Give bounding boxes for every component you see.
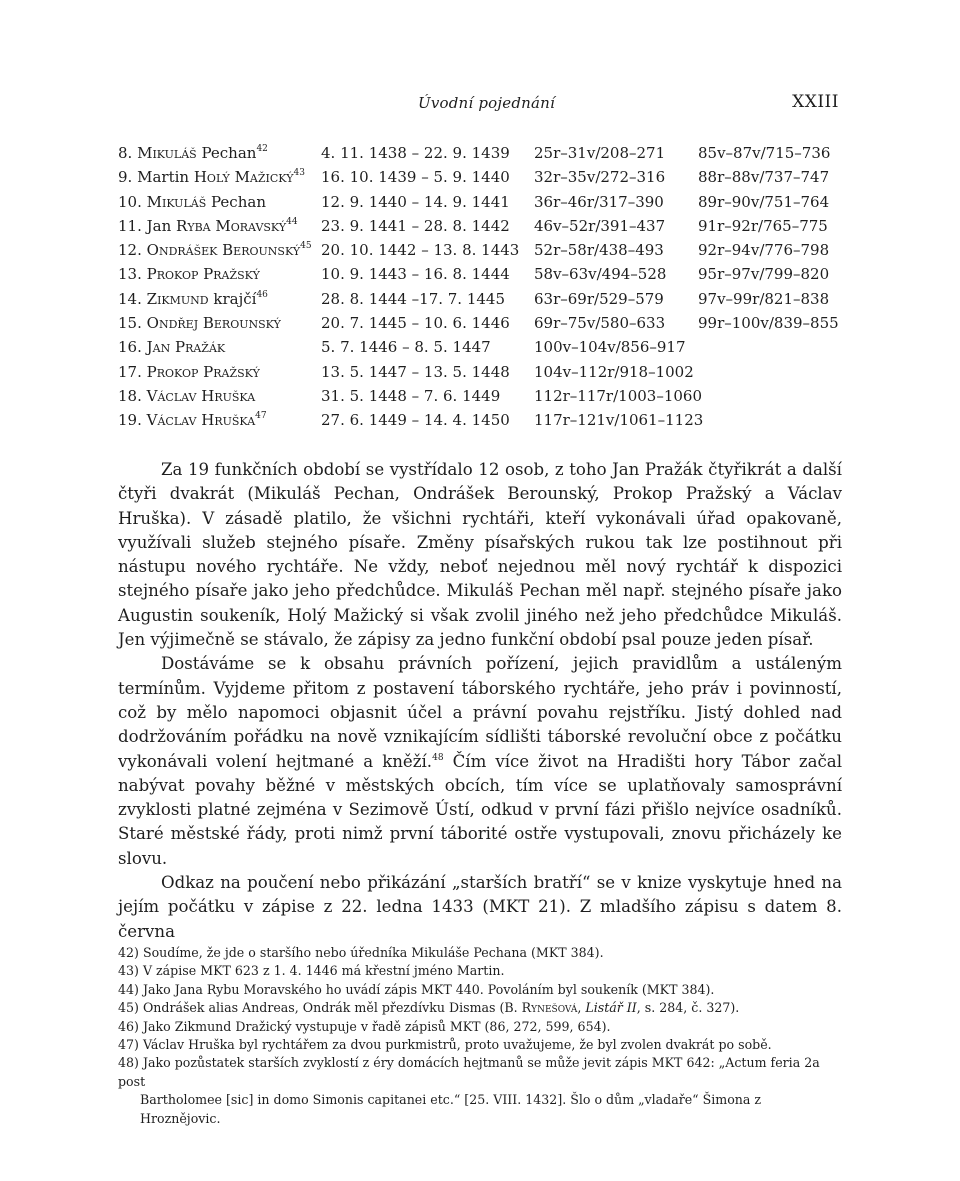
- term-dates: 23. 9. 1441 – 28. 8. 1442: [321, 216, 510, 235]
- folio-range-2: 95r–97v/799–820: [698, 265, 830, 284]
- table-row: [118, 411, 848, 435]
- table-row: [118, 217, 848, 241]
- folio-range-2: 89r–90v/751–764: [698, 192, 830, 211]
- row-number: 9.: [118, 168, 133, 187]
- term-dates: 10. 9. 1443 – 16. 8. 1444: [321, 265, 510, 284]
- footnote: 44) Jako Jana Rybu Moravského ho uvádí zápis MKT 440. Povoláním byl soukeník (MKT 384).: [118, 981, 715, 997]
- folio-range-2: 88r–88v/737–747: [698, 168, 830, 187]
- term-dates: 20. 10. 1442 – 13. 8. 1443: [321, 241, 520, 260]
- row-name: [118, 387, 255, 405]
- table-row: [118, 363, 848, 387]
- footnotes: [118, 944, 842, 1128]
- page-number: XXIII: [792, 92, 839, 112]
- row-name: [118, 411, 267, 429]
- table-row: [118, 314, 848, 338]
- folio-range-1: 46v–52r/391–437: [534, 216, 666, 235]
- folio-range-1: 63r–69r/529–579: [534, 289, 664, 308]
- first-name: Jan: [146, 216, 172, 235]
- surname: Václav Hruška: [146, 386, 256, 405]
- footnote: [118, 999, 842, 1017]
- row-number: 10.: [118, 192, 142, 211]
- author-name: Rynešová: [521, 1000, 578, 1016]
- surname: Ondřej Berounský: [146, 314, 281, 333]
- surname: Pechan: [201, 144, 257, 162]
- row-name: [118, 290, 268, 308]
- folio-range-1: 58v–63v/494–528: [534, 265, 667, 284]
- surname: Holý Mažický: [193, 168, 294, 187]
- footnote-text: 45) Ondrášek alias Andreas, Ondrák měl přezdívku Dismas (B.: [118, 1000, 522, 1016]
- footnote-text: ,: [577, 1000, 586, 1016]
- folio-range-1: 36r–46r/317–390: [534, 192, 664, 211]
- term-dates: 4. 11. 1438 – 22. 9. 1439: [321, 144, 510, 162]
- footnote: 46) Jako Zikmund Dražický vystupuje v řadě zápisů MKT (86, 272, 599, 654).: [118, 1018, 611, 1034]
- footnote-ref: 43: [293, 168, 305, 179]
- surname: Václav Hruška: [146, 411, 256, 430]
- row-number: 13.: [118, 265, 142, 284]
- row-name: [118, 314, 281, 332]
- row-number: 19.: [118, 411, 142, 430]
- footnote: 48) Jako pozůstatek starších zvyklostí z éry domácích hejtmanů se může jevit zápis MKT 642: „Actum feria 2a post: [118, 1055, 820, 1089]
- table-row: [118, 265, 848, 289]
- footnote: 42) Soudíme, že jde o staršího nebo úředníka Mikuláše Pechana (MKT 384).: [118, 945, 604, 960]
- folio-range-1: 112r–117r/1003–1060: [534, 386, 703, 405]
- folio-range-1: 32r–35v/272–316: [534, 168, 666, 187]
- running-title: Úvodní pojednání: [418, 94, 555, 112]
- footnote-ref: 44: [286, 216, 298, 227]
- table-row: [118, 168, 848, 192]
- folio-range-2: 97v–99r/821–838: [698, 289, 830, 308]
- footnote-ref: 45: [300, 241, 312, 252]
- term-dates: 20. 7. 1445 – 10. 6. 1446: [321, 314, 510, 333]
- table-row: [118, 144, 848, 168]
- body-text: [118, 458, 842, 944]
- row-number: 12.: [118, 241, 142, 260]
- row-name: [118, 363, 260, 381]
- row-name: [118, 338, 225, 356]
- table-row: [118, 290, 848, 314]
- surname-part: Zikmund: [146, 289, 209, 308]
- paragraph: [118, 652, 842, 871]
- surname: Pechan: [211, 192, 266, 211]
- row-number: 14.: [118, 289, 142, 308]
- term-dates: 27. 6. 1449 – 14. 4. 1450: [321, 411, 510, 430]
- paragraph: Odkaz na poučení nebo přikázání „starších bratří“ se v knize vyskytuje hned na jejím počátku v zápise z 22. ledna 1433 (MKT 21). Z mladšího zápisu s datem 8. června: [118, 873, 842, 941]
- footnote: 43) V zápise MKT 623 z 1. 4. 1446 má křestní jméno Martin.: [118, 963, 505, 979]
- term-dates: 5. 7. 1446 – 8. 5. 1447: [321, 338, 491, 357]
- surname: Zikmund krajčí: [146, 289, 257, 308]
- footnote-text: , s. 284, č. 327).: [636, 1000, 740, 1016]
- term-dates: 13. 5. 1447 – 13. 5. 1448: [321, 362, 510, 381]
- term-dates: 12. 9. 1440 – 14. 9. 1441: [321, 192, 510, 211]
- paragraph-text: Čím více život na Hradišti hory Tábor začal nabývat povahy běžné v městských obcích, tím více se uplatňovaly samosprávní zvyklosti platné zejména v Sezimově Ústí, odkud v první fázi přišlo nejvíce osadníků. Staré městské řády, proti nimž první táborité ostře vystupovali, znovu přicházely ke slovu.: [118, 751, 842, 868]
- surname: Ondrášek Berounský: [146, 241, 301, 260]
- footnote-ref: 42: [256, 144, 268, 154]
- folio-range-1: 117r–121v/1061–1123: [534, 411, 704, 430]
- row-name: [118, 265, 260, 283]
- row-number: 16.: [118, 338, 142, 357]
- footnote-ref: 48: [432, 752, 444, 763]
- row-number: 15.: [118, 314, 142, 333]
- folio-range-1: 69r–75v/580–633: [534, 314, 666, 333]
- folio-range-2: 85v–87v/715–736: [698, 144, 831, 162]
- folio-range-2: 91r–92r/765–775: [698, 216, 828, 235]
- row-name: [118, 144, 268, 162]
- first-name: Mikuláš: [146, 192, 207, 211]
- surname: Jan Pražák: [146, 338, 226, 357]
- footnote-continuation: Bartholomee [sic] in domo Simonis capitanei etc.“ [25. VIII. 1432]. Šlo o dům „vladaře“ Šimona z Hroznějovic.: [140, 1092, 762, 1126]
- term-dates: 16. 10. 1439 – 5. 9. 1440: [321, 168, 510, 187]
- folio-range-1: 52r–58r/438–493: [534, 241, 664, 260]
- rychtari-table: [118, 144, 848, 436]
- table-row: [118, 387, 848, 411]
- work-title: Listář II: [585, 1000, 637, 1016]
- row-number: 8.: [118, 144, 133, 162]
- row-name: [118, 193, 266, 211]
- row-name: [118, 241, 312, 259]
- table-row: [118, 338, 848, 362]
- footnote: 47) Václav Hruška byl rychtářem za dvou purkmistrů, proto uvažujeme, že byl zvolen dvakrát po sobě.: [118, 1037, 772, 1053]
- surname: Prokop Pražský: [146, 265, 260, 284]
- folio-range-2: 92r–94v/776–798: [698, 241, 830, 260]
- first-name: Mikuláš: [137, 144, 197, 162]
- footnote-ref: 46: [256, 289, 268, 300]
- folio-range-1: 25r–31v/208–271: [534, 144, 666, 162]
- first-name: Martin: [137, 168, 190, 187]
- folio-range-2: 99r–100v/839–855: [698, 314, 839, 333]
- surname: Ryba Moravský: [176, 216, 287, 235]
- table-row: [118, 193, 848, 217]
- row-number: 11.: [118, 216, 142, 235]
- footnote-ref: 47: [255, 411, 267, 422]
- paragraph-text: Dostáváme se k obsahu právních pořízení, jejich pravidlům a ustáleným termínům. Vyjdeme přitom z postavení táborského rychtáře, jeho práv i povinností, což by mělo napomoci objasnit účel a právní povahu rejstříku. Jistý dohled nad dodržováním pořádku na nově vznikajícím sídlišti táborské revoluční obce z počátku vykonávali volení hejtmané a kněží.: [118, 654, 842, 771]
- term-dates: 31. 5. 1448 – 7. 6. 1449: [321, 386, 501, 405]
- row-number: 17.: [118, 362, 142, 381]
- table-row: [118, 241, 848, 265]
- row-name: [118, 217, 298, 235]
- term-dates: 28. 8. 1444 –17. 7. 1445: [321, 289, 506, 308]
- folio-range-1: 104v–112r/918–1002: [534, 362, 694, 381]
- paragraph: Za 19 funkčních období se vystřídalo 12 osob, z toho Jan Pražák čtyřikrát a další čtyři dvakrát (Mikuláš Pechan, Ondrášek Berounský, Prokop Pražský a Václav Hruška). V zásadě platilo, že všichni rychtáři, kteří vykonávali úřad opakovaně, využívali služeb stejného písaře. Změny písařských rukou tak lze postihnout při nástupu nového rychtáře. Ne vždy, neboť nejednou měl nový rychtář k dispozici stejného písaře jako jeho předchůdce. Mikuláš Pechan měl např. stejného písaře jako Augustin soukeník, Holý Mažický si však zvolil jiného než jeho předchůdce Mikuláš. Jen výjimečně se stávalo, že zápisy za jedno funkční období psal pouze jeden písař.: [118, 460, 842, 650]
- row-name: [118, 168, 305, 186]
- surname: Prokop Pražský: [146, 362, 260, 381]
- row-number: 18.: [118, 386, 142, 405]
- folio-range-1: 100v–104v/856–917: [534, 338, 686, 357]
